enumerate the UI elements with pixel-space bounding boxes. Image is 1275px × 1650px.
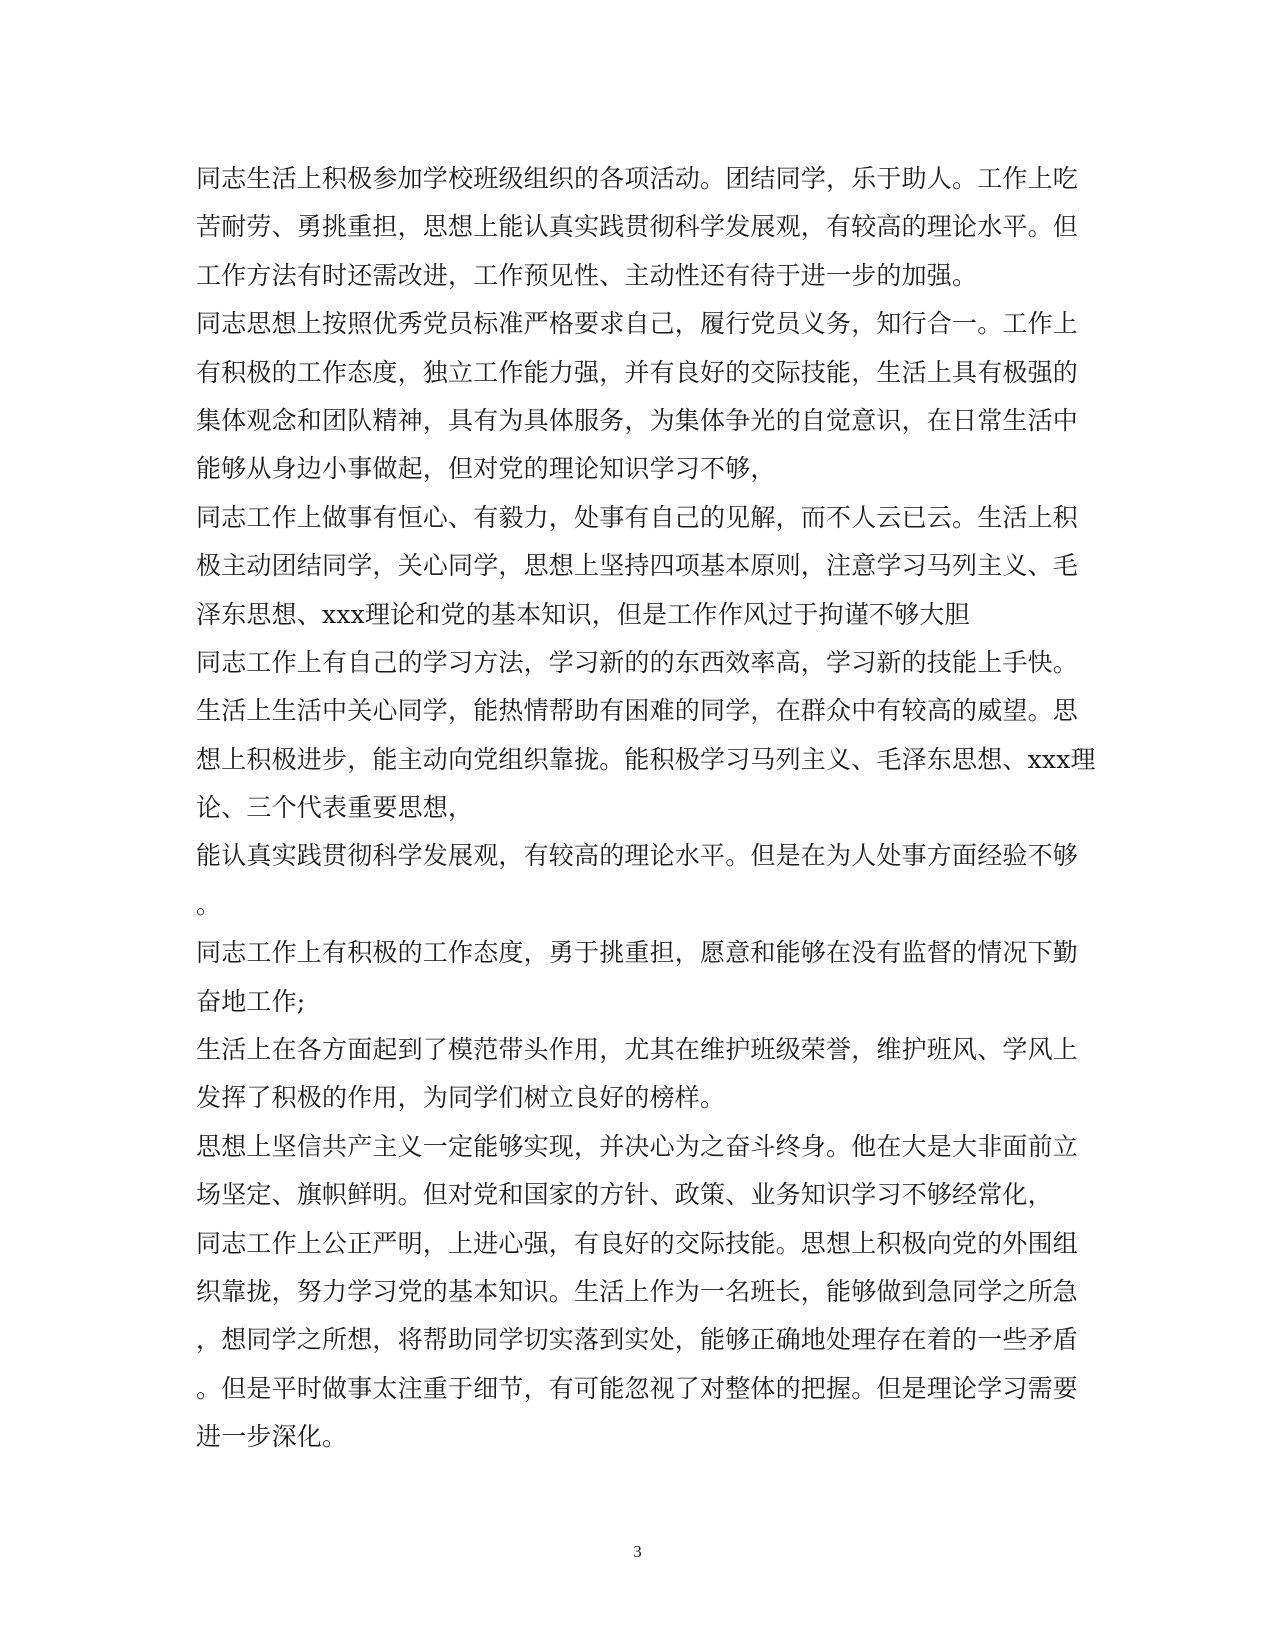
text-line: 场坚定、旗帜鲜明。但对党和国家的方针、政策、业务知识学习不够经常化， xyxy=(196,1180,1053,1210)
text-line: 苦耐劳、勇挑重担，思想上能认真实践贯彻科学发展观，有较高的理论水平。但 xyxy=(196,212,1079,242)
text-line: 发挥了积极的作用，为同学们树立良好的榜样。 xyxy=(196,1083,726,1113)
text-line: 生活上在各方面起到了模范带头作用，尤其在维护班级荣誉，维护班风、学风上 xyxy=(196,1035,1079,1065)
text-line: 生活上生活中关心同学，能热情帮助有困难的同学，在群众中有较高的威望。思 xyxy=(196,696,1079,726)
text-line: 。 xyxy=(196,889,222,919)
text-line: 同志工作上做事有恒心、有毅力，处事有自己的见解，而不人云已云。生活上积 xyxy=(196,502,1079,532)
text-line: 同志生活上积极参加学校班级组织的各项活动。团结同学，乐于助人。工作上吃 xyxy=(196,164,1079,193)
text-line: 思想上坚信共产主义一定能够实现，并决心为之奋斗终身。他在大是大非面前立 xyxy=(196,1131,1079,1161)
text-line: 同志工作上公正严明，上进心强，有良好的交际技能。思想上积极向党的外围组 xyxy=(196,1228,1079,1258)
text-line: 织靠拢，努力学习党的基本知识。生活上作为一名班长，能够做到急同学之所急 xyxy=(196,1276,1079,1306)
text-line: 工作方法有时还需改进，工作预见性、主动性还有待于进一步的加强。 xyxy=(196,260,978,290)
text-line: 进一步深化。 xyxy=(196,1422,348,1452)
text-line: 泽东思想、xxx理论和党的基本知识，但是工作作风过于拘谨不够大胆 xyxy=(196,599,970,629)
text-line: 同志思想上按照优秀党员标准严格要求自己，履行党员义务，知行合一。工作上 xyxy=(196,309,1079,339)
text-line: 同志工作上有自己的学习方法，学习新的的东西效率高，学习新的技能上手快。 xyxy=(196,647,1079,677)
page-number: 3 xyxy=(633,1542,642,1561)
text-line: 有积极的工作态度，独立工作能力强，并有良好的交际技能，生活上具有极强的 xyxy=(196,357,1079,387)
text-line: 能够从身边小事做起，但对党的理论知识学习不够， xyxy=(196,454,776,484)
text-line: ，想同学之所想，将帮助同学切实落到实处，能够正确地处理存在着的一些矛盾 xyxy=(196,1325,1079,1355)
body-text xyxy=(196,155,1096,1462)
text-line: 同志工作上有积极的工作态度，勇于挑重担，愿意和能够在没有监督的情况下勤 xyxy=(196,938,1079,968)
text-line: 能认真实践贯彻科学发展观，有较高的理论水平。但是在为人处事方面经验不够 xyxy=(196,841,1079,871)
text-line: 想上积极进步，能主动向党组织靠拢。能积极学习马列主义、毛泽东思想、xxx理 xyxy=(196,744,1096,774)
text-line: 论、三个代表重要思想， xyxy=(196,793,474,823)
text-line: 集体观念和团队精神，具有为具体服务，为集体争光的自觉意识，在日常生活中 xyxy=(196,405,1079,435)
text-line: 奋地工作; xyxy=(196,986,306,1016)
text-line: 极主动团结同学，关心同学，思想上坚持四项基本原则，注意学习马列主义、毛 xyxy=(196,551,1079,581)
text-line: 。但是平时做事太注重于细节，有可能忽视了对整体的把握。但是理论学习需要 xyxy=(196,1373,1079,1403)
